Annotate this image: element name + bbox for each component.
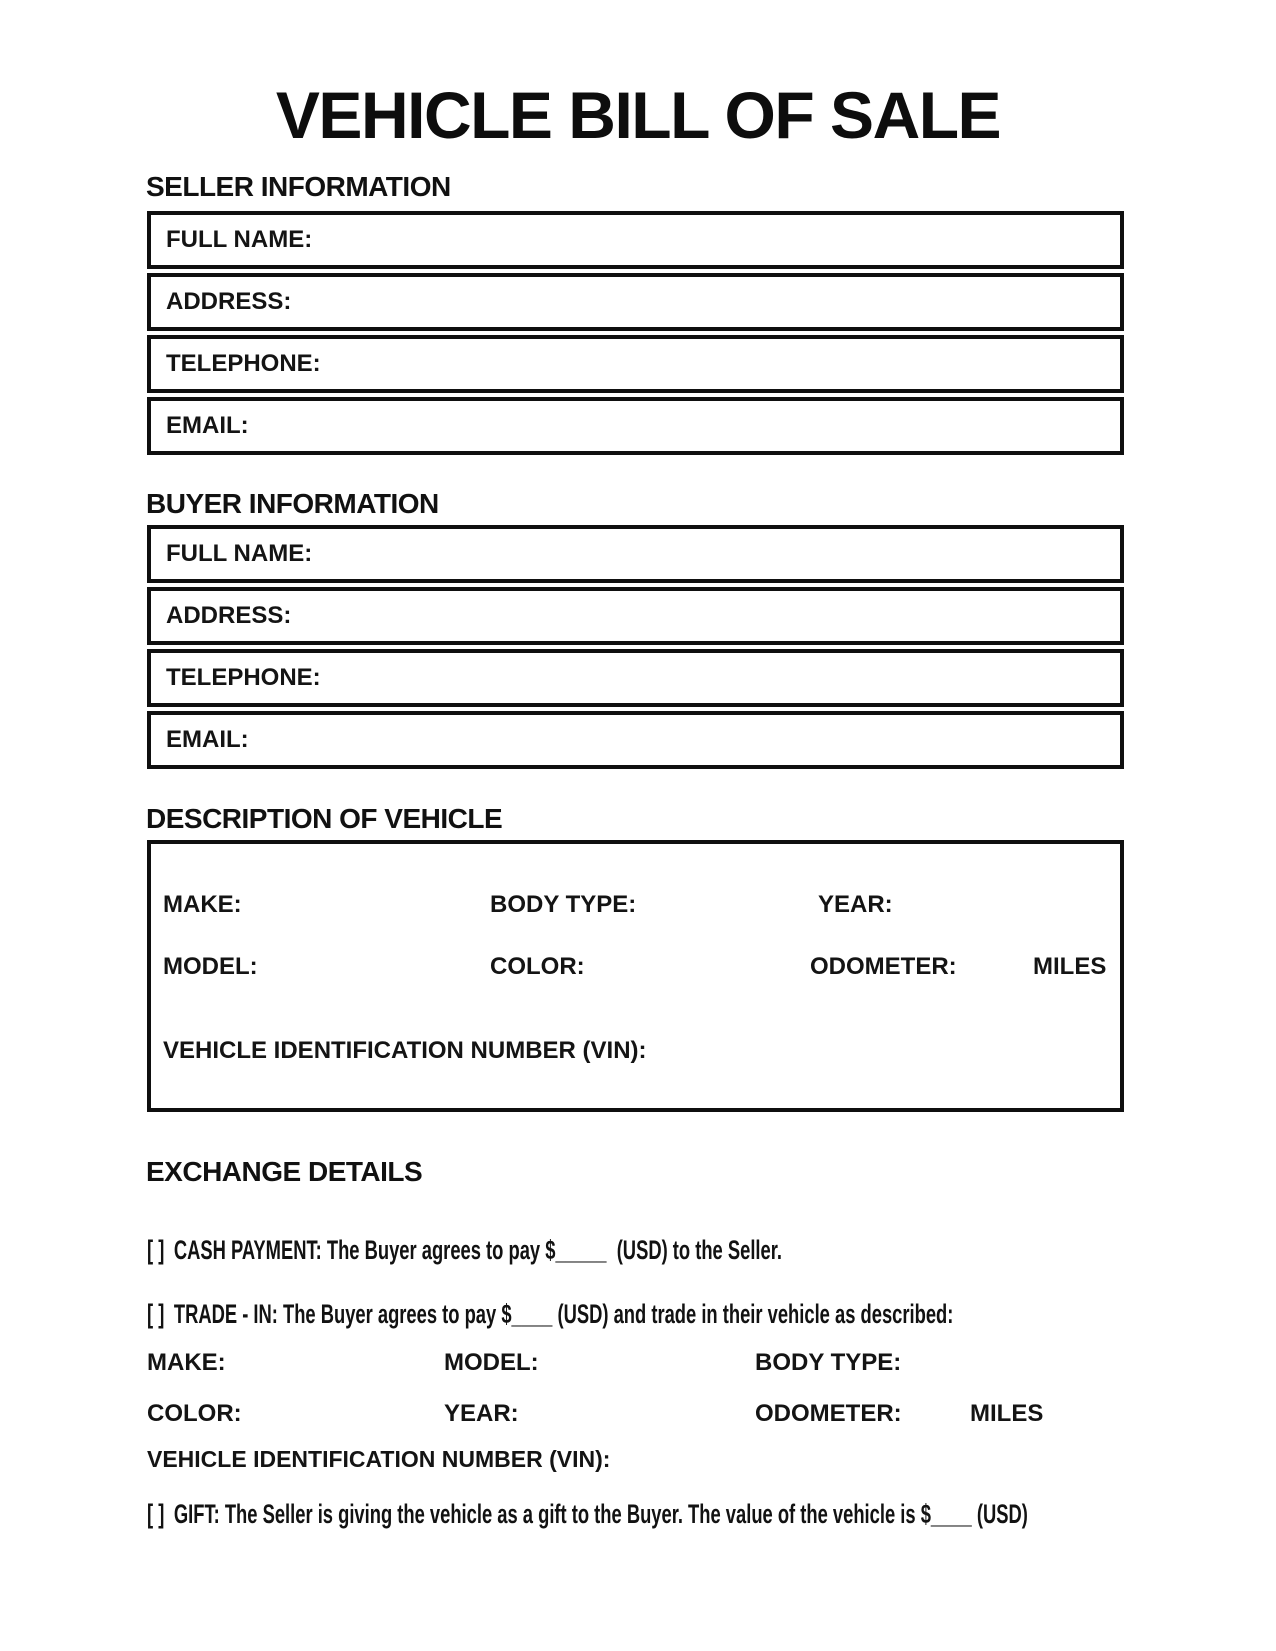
vehicle-color-label: COLOR: (490, 953, 585, 980)
seller-telephone-label: TELEPHONE: (166, 350, 321, 377)
seller-email-label: EMAIL: (166, 412, 249, 439)
seller-email-value[interactable] (249, 401, 1120, 451)
buyer-telephone-label: TELEPHONE: (166, 664, 321, 691)
cash-payment-text: CASH PAYMENT: The Buyer agrees to pay $_____ (USD) to the Seller. (173, 1235, 782, 1265)
seller-email-field[interactable] (147, 397, 1124, 455)
buyer-section-heading: BUYER INFORMATION (146, 488, 439, 519)
seller-address-label: ADDRESS: (166, 288, 292, 315)
buyer-address-label: ADDRESS: (166, 602, 292, 629)
trade-in-text: TRADE - IN: The Buyer agrees to pay $____ (USD) and trade in their vehicle as described: (173, 1299, 954, 1329)
vehicle-year-label: YEAR: (818, 891, 893, 918)
vehicle-body-type-label: BODY TYPE: (490, 891, 637, 918)
buyer-full-name-value[interactable] (312, 529, 1120, 579)
gift-checkbox[interactable]: [ ] (147, 1499, 165, 1529)
cash-payment-option (147, 1236, 782, 1264)
buyer-telephone-field[interactable] (147, 649, 1124, 707)
seller-telephone-value[interactable] (321, 339, 1120, 389)
seller-telephone-field[interactable] (147, 335, 1124, 393)
vehicle-vin-label: VEHICLE IDENTIFICATION NUMBER (VIN): (163, 1037, 647, 1064)
trade-miles-label: MILES (970, 1400, 1044, 1427)
seller-address-value[interactable] (291, 277, 1120, 327)
buyer-address-value[interactable] (291, 591, 1120, 641)
seller-address-field[interactable] (147, 273, 1124, 331)
vehicle-miles-label: MILES (1033, 953, 1107, 980)
trade-body-type-label: BODY TYPE: (755, 1349, 902, 1376)
seller-full-name-field[interactable] (147, 211, 1124, 269)
trade-odometer-label: ODOMETER: (755, 1400, 902, 1427)
buyer-address-field[interactable] (147, 587, 1124, 645)
vehicle-make-label: MAKE: (163, 891, 242, 918)
exchange-section-heading: EXCHANGE DETAILS (146, 1156, 423, 1187)
buyer-full-name-label: FULL NAME: (166, 540, 313, 567)
trade-model-label: MODEL: (444, 1349, 539, 1376)
seller-section-heading: SELLER INFORMATION (146, 171, 451, 202)
trade-year-label: YEAR: (444, 1400, 519, 1427)
buyer-email-value[interactable] (249, 715, 1120, 765)
trade-in-option (147, 1300, 953, 1328)
page-title: VEHICLE BILL OF SALE (275, 78, 1001, 152)
buyer-email-field[interactable] (147, 711, 1124, 769)
vehicle-description-box[interactable] (147, 840, 1124, 1112)
trade-make-label: MAKE: (147, 1349, 226, 1376)
vehicle-section-heading: DESCRIPTION OF VEHICLE (146, 803, 503, 834)
seller-full-name-value[interactable] (312, 215, 1120, 265)
buyer-email-label: EMAIL: (166, 726, 249, 753)
trade-in-checkbox[interactable]: [ ] (147, 1299, 165, 1329)
seller-full-name-label: FULL NAME: (166, 226, 313, 253)
buyer-full-name-field[interactable] (147, 525, 1124, 583)
trade-vin-label: VEHICLE IDENTIFICATION NUMBER (VIN): (147, 1446, 611, 1472)
vehicle-model-label: MODEL: (163, 953, 258, 980)
trade-color-label: COLOR: (147, 1400, 242, 1427)
cash-payment-checkbox[interactable]: [ ] (147, 1235, 165, 1265)
gift-text: GIFT: The Seller is giving the vehicle as a gift to the Buyer. The value of the vehicle is $____ (USD) (173, 1499, 1028, 1529)
vehicle-odometer-label: ODOMETER: (810, 953, 957, 980)
buyer-telephone-value[interactable] (321, 653, 1120, 703)
gift-option (147, 1500, 1028, 1528)
